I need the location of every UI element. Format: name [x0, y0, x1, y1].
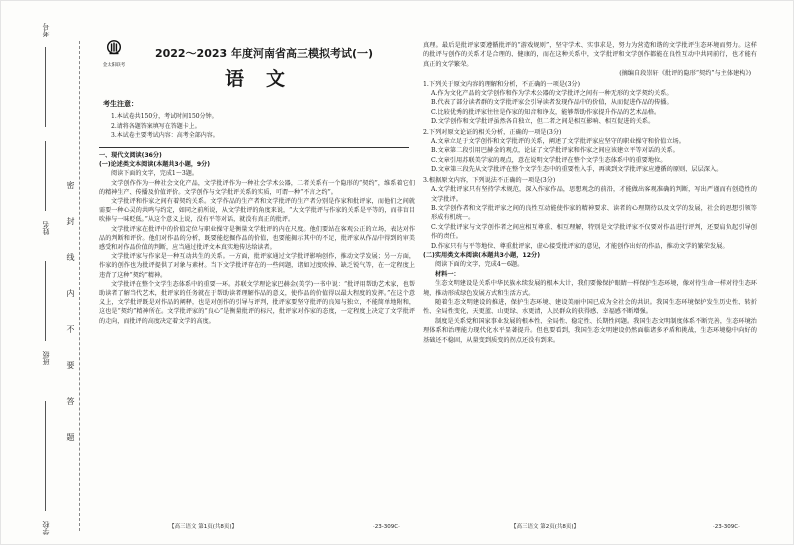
option: A.作为文化产品的文学创作和作为学术公器的文学批评之间有一种无形的文学契约关系。 [431, 90, 673, 98]
subsection-heading: (一)论述类文本阅读(本题共3小题，9分) [99, 161, 211, 169]
seal-char: 题 [66, 433, 75, 441]
seal-char: 密 [66, 181, 75, 189]
page-footer-right: 【高三语文 第2页(共8页)】 [511, 524, 580, 530]
notice-item: 1.本试卷共150分，考试时间150分钟。 [111, 113, 218, 120]
seal-line-text [65, 181, 76, 441]
option: D.文章第三段先从文学批评在整个文学生态中的重要性入手，再谈到文学批评家应遵循的原则、层层深入。 [431, 166, 723, 174]
kaohao-line [45, 47, 46, 127]
page-footer-left: 【高三语文 第1页(共8页)】 [169, 524, 238, 530]
paragraph: 真理。最后是批评家要遵循批评的“游戏规则”，坚守学术、实事求是，努力为营造和谐的文学批评生态环境而努力。这样的批评与创作的关系才是合理的、健康的，而在这种关系中，文学批评和文学创作都能在良性互动中共同前行，也才能有真正的文学繁荣。 [423, 42, 757, 68]
seal-char: 线 [66, 253, 75, 261]
xuexiao-label: 学校 [42, 521, 50, 535]
banji-line [45, 261, 46, 341]
right-column [423, 41, 757, 345]
divider [99, 147, 409, 148]
seal-char: 答 [66, 397, 75, 405]
logo [99, 39, 129, 79]
banji-label: 班级 [42, 351, 50, 365]
material-title: 材料一： [435, 270, 460, 278]
question-1: 1.下列关于原文内容的理解和分析，不正确的一项是(3分) [423, 80, 580, 88]
left-column [99, 151, 415, 326]
seal-char: 封 [66, 217, 75, 225]
paragraph: 生态文明建设是关系中华民族永续发展的根本大计，我们要像保护眼睛一样保护生态环境，像对待生命一样对待生态环境，推动形成绿色发展方式和生活方式。 [423, 280, 757, 297]
paragraph: 随着生态文明建设的推进，保护生态环境、建设美丽中国已成为全社会的共识。我国生态环境保护发生历史性、转折性、全局性变化，天更蓝、山更绿、水更清，人民群众的获得感、幸福感不断增强。 [423, 298, 757, 316]
option: C.文章引用苏联美学家的观点，意在说明文学批评在整个文学生态体系中的重要地位。 [431, 156, 667, 164]
option: D.文学创作和文学批评虽然各自独立，但二者之间是相互影响、相互促进的关系。 [431, 118, 655, 126]
paragraph: 文学批评家与作家是一种互动共生的关系。一方面，批评家通过文学批评影响创作，推动文学发展；另一方面，作家的创作也为批评提供了对象与素材。当下文学批评存在的一些问题，诸如过度吹捧、缺乏锐气等，在一定程度上违背了这种“契约”精神。 [99, 253, 415, 279]
seal-char: 内 [66, 289, 75, 297]
option: B.代表了部分读者群的文学批评家会引导读者发现作品中的价值，从而促进作品的传播。 [431, 99, 673, 107]
option: D.作家只有与平等地位、尊重批评家，虚心接受批评家的意见，才能创作出好的作品，推动文学的繁荣发展。 [431, 242, 729, 250]
paragraph: 制度是关系党和国家事业发展的根本性、全局性、稳定性、长期性问题。我国生态文明制度体系不断完善，生态环境治理体系和治理能力现代化水平显著提升。但也要看到，我国生态文明建设仍然面临诸多矛盾和挑战，生态环境稳中向好的基础还不稳固，从量变到质变的拐点还没有到来。 [423, 317, 757, 344]
xuexiao-line [45, 401, 46, 511]
option: B.文学创作者和文学批评家之间的良性互动能使作家的精神要求、读者的心理期待以及文学的发展，社会的思想引领等形成有机统一。 [431, 204, 757, 222]
xingming-line [45, 141, 46, 211]
paragraph: 文学批评在整个文学生态体系中的重要一环。苏联文学理论家巴赫金(美学)一书中说：“批评用帮助艺术家，也帮助读者了解当代艺术，批评家的任务就在于帮助读者理解作品的意义，使作品的价值得以最大程度的发挥。”在这个意义上，文学批评既是对作品的阐释，也是对创作的引导与评判，批评家要坚守批评的良知与独立，不能简单地附和，这也是“契约”精神所在。文学批评家的“良心”是衡量批评的标尺，批评家对作家的态度，一定程度上决定了文学批评的走向，而批评的高度决定着文学的高度。 [99, 280, 415, 325]
instruction: 阅读下面的文字，完成1～3题。 [111, 170, 198, 178]
paragraph: 文学创作作为一种社会文化产品，文学批评作为一种社会学术公器，二者关系有一个隐形的“契约”，维系着它们的精神生产、传播及价值评价。文学创作与文学批评关系的实质，可谓一种“不言之约”。 [99, 179, 415, 196]
seal-dashed-line [79, 41, 80, 531]
page-code-right: ·23-309C· [713, 524, 740, 530]
notice-item: 3.本试卷主要考试内容：高考全部内容。 [111, 132, 219, 139]
option: A.文章立足于文学创作和文学批评的关系，阐述了文学批评家应坚守的职业操守和价值立场。 [431, 138, 685, 146]
seal-char: 要 [66, 361, 75, 369]
page-code-left: ·23-309C· [373, 524, 400, 530]
option: A.文学批评家只有坚持学术规范，深入作家作品，思想观念的前沿，才能做出客观准确的判断，写出严谨而有创造性的文学批评。 [431, 186, 757, 203]
notice-item: 2.请将各题答案填写在答题卡上。 [111, 122, 201, 130]
exam-title: 2022～2023 年度河南省高三模拟考试(一) [154, 47, 374, 60]
instruction: 阅读下面的文字，完成4～6题。 [435, 261, 524, 269]
question-2: 2.下列对原文论证的相关分析，正确的一项是(3分) [423, 128, 562, 136]
seal-char: 不 [66, 325, 75, 333]
logo-text: 金太阳联考 [102, 63, 126, 68]
notice-title: 考生注意： [103, 100, 138, 108]
kaohao-label: 考号 [42, 23, 50, 37]
option: C.比较优秀的批评家往往是作家的知音和诤友，能够帮助作家提升作品的艺术品格。 [431, 108, 661, 116]
paragraph: 文学批评和作家之间有着契约关系。文学作品的生产者和文学批评的生产者分别是作家和批评家，而他们之间就需要一种心灵的共鸣与约定，如同之前所说，从文学批评的角度来说，“大文学批评与作家的关系是平等的，而非盲目吹捧与一味贬低。”从这个意义上说，没有平等对话，就没有真正的批评。 [99, 198, 415, 224]
section-heading: 一、现代文阅读(36分) [99, 152, 162, 159]
subject-title: 语文 [224, 68, 307, 90]
question-3: 3.根据原文内容，下列说法不正确的一项是(3分) [423, 176, 556, 184]
binding-margin [1, 1, 87, 546]
subsection-heading: (二)实用类文本阅读(本题共3小题，12分) [423, 251, 541, 259]
paragraph: 文学批评家在批评中的价值定位与职业操守是衡量文学批评的内在尺度。他们要站在客观公正的立场，表达对作品的判断和评价。他们对作品的分析，既要能挖掘作品的价值，也要能揭示其中的不足，批评家从作品中得到的审美感受和对作品价值的判断，应当通过批评文本真实地传达给读者。 [99, 225, 415, 252]
xingming-label: 姓名 [42, 221, 50, 235]
notice-box [103, 99, 403, 141]
option: C.文学批评家与文学创作者之间应相互尊重、相互理解，特别是文学批评家不仅要对作品进行评判，还要肩负起引导创作的责任。 [431, 223, 757, 241]
option: B.文章第二段引用巴赫金的观点，论证了文学批评家和作家之间应该建立平等对话的关系。 [431, 147, 679, 155]
logo-icon [105, 39, 123, 57]
citation: (摘编自段崇轩《批评的隐形“契约”与主体建构》) [619, 70, 751, 78]
